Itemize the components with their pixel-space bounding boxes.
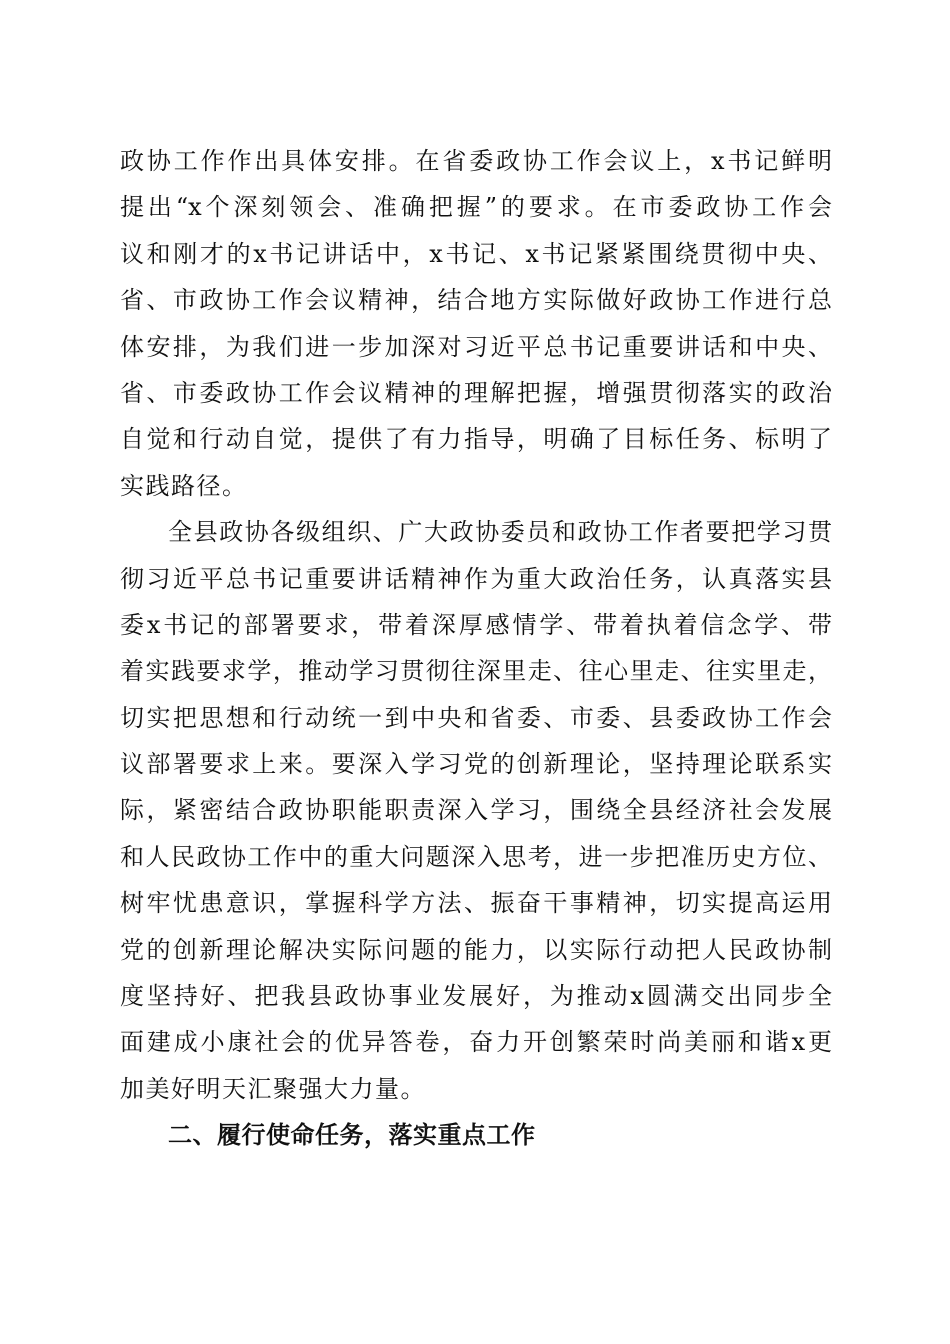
paragraph-line: 党的创新理论解决实际问题的能力，以实际行动把人民政协制 — [120, 935, 832, 964]
paragraph-line: 提出“x个深刻领会、准确把握”的要求。在市委政协工作会 — [120, 193, 832, 222]
paragraph-line: 彻习近平总书记重要讲话精神作为重大政治任务，认真落实县 — [120, 564, 832, 593]
paragraph-line: 委x书记的部署要求，带着深厚感情学、带着执着信念学、带 — [120, 610, 832, 639]
paragraph-line: 面建成小康社会的优异答卷，奋力开创繁荣时尚美丽和谐x更 — [120, 1028, 832, 1057]
paragraph-line-last: 加美好明天汇聚强大力量。 — [120, 1074, 426, 1103]
paragraph-line: 议和刚才的x书记讲话中，x书记、x书记紧紧围绕贯彻中央、 — [120, 239, 832, 268]
paragraph-line: 体安排，为我们进一步加深对习近平总书记重要讲话和中央、 — [120, 332, 832, 361]
document-body — [120, 138, 832, 1159]
paragraph-line: 树牢忧患意识，掌握科学方法、振奋干事精神，切实提高运用 — [120, 889, 832, 918]
paragraph-line: 着实践要求学，推动学习贯彻往深里走、往心里走、往实里走， — [120, 657, 832, 686]
paragraph-line: 度坚持好、把我县政协事业发展好，为推动x圆满交出同步全 — [120, 982, 832, 1011]
section-heading: 二、履行使命任务，落实重点工作 — [168, 1121, 536, 1150]
paragraph-line: 切实把思想和行动统一到中央和省委、市委、县委政协工作会 — [120, 703, 832, 732]
paragraph-line-first: 全县政协各级组织、广大政协委员和政协工作者要把学习贯 — [168, 518, 832, 547]
paragraph-line: 省、市委政协工作会议精神的理解把握，增强贯彻落实的政治 — [120, 378, 832, 407]
paragraph-line: 省、市政协工作会议精神，结合地方实际做好政协工作进行总 — [120, 286, 832, 315]
paragraph-line: 际，紧密结合政协职能职责深入学习，围绕全县经济社会发展 — [120, 796, 832, 825]
paragraph-line: 政协工作作出具体安排。在省委政协工作会议上，x书记鲜明 — [120, 147, 832, 175]
paragraph-2 — [120, 509, 832, 1112]
paragraph-line: 自觉和行动自觉，提供了有力指导，明确了目标任务、标明了 — [120, 425, 832, 454]
paragraph-1 — [120, 138, 832, 509]
paragraph-line-last: 实践路径。 — [120, 471, 248, 500]
paragraph-line: 和人民政协工作中的重大问题深入思考，进一步把准历史方位、 — [120, 842, 832, 871]
paragraph-line: 议部署要求上来。要深入学习党的创新理论，坚持理论联系实 — [120, 750, 832, 779]
